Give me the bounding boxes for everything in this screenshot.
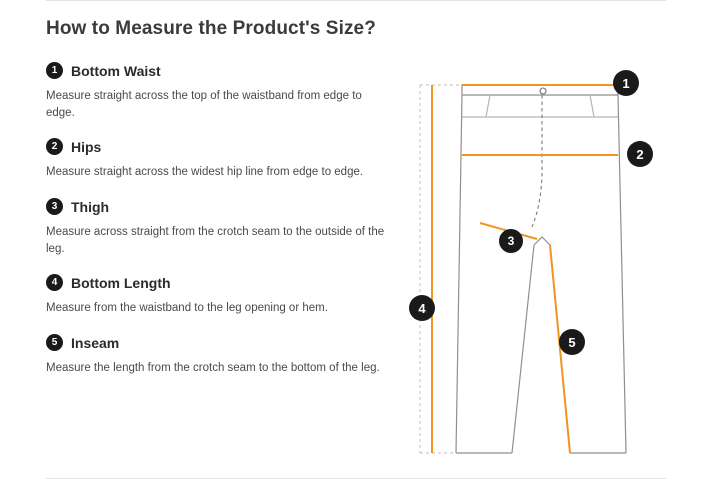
button-detail-icon xyxy=(540,88,546,94)
step-item-bottom-length xyxy=(46,274,396,317)
step-title: Hips xyxy=(71,138,102,155)
top-divider xyxy=(46,0,666,1)
step-title: Thigh xyxy=(71,198,110,215)
bottom-divider xyxy=(46,478,666,479)
step-item-inseam xyxy=(46,334,396,377)
step-header xyxy=(46,62,396,79)
step-title: Inseam xyxy=(71,334,120,351)
step-number-badge: 3 xyxy=(46,198,63,215)
pants-illustration-svg xyxy=(400,55,690,465)
step-header xyxy=(46,274,396,291)
figure-marker-3: 3 xyxy=(499,229,523,253)
step-number-badge: 1 xyxy=(46,62,63,79)
figure-marker-4: 4 xyxy=(409,295,435,321)
measurement-steps-list xyxy=(46,62,396,394)
figure-marker-2: 2 xyxy=(627,141,653,167)
step-number-badge: 5 xyxy=(46,334,63,351)
step-number-badge: 4 xyxy=(46,274,63,291)
step-title: Bottom Length xyxy=(71,274,171,291)
step-item-thigh xyxy=(46,198,396,257)
step-description: Measure straight across the widest hip line from edge to edge. xyxy=(46,166,364,179)
step-description: Measure across straight from the crotch seam to the outside of the leg. xyxy=(46,226,385,255)
step-title: Bottom Waist xyxy=(71,62,161,79)
step-number-badge: 2 xyxy=(46,138,63,155)
page-title: How to Measure the Product's Size? xyxy=(46,18,376,39)
figure-marker-1: 1 xyxy=(613,70,639,96)
step-description: Measure straight across the top of the waistband from edge to edge. xyxy=(46,90,362,119)
figure-marker-5: 5 xyxy=(559,329,585,355)
step-description: Measure the length from the crotch seam to the bottom of the leg. xyxy=(46,362,380,375)
step-header xyxy=(46,334,396,351)
pants-measurement-diagram xyxy=(400,55,690,465)
step-header xyxy=(46,198,396,215)
step-item-bottom-waist xyxy=(46,62,396,121)
step-header xyxy=(46,138,396,155)
step-description: Measure from the waistband to the leg opening or hem. xyxy=(46,302,328,315)
step-item-hips xyxy=(46,138,396,181)
